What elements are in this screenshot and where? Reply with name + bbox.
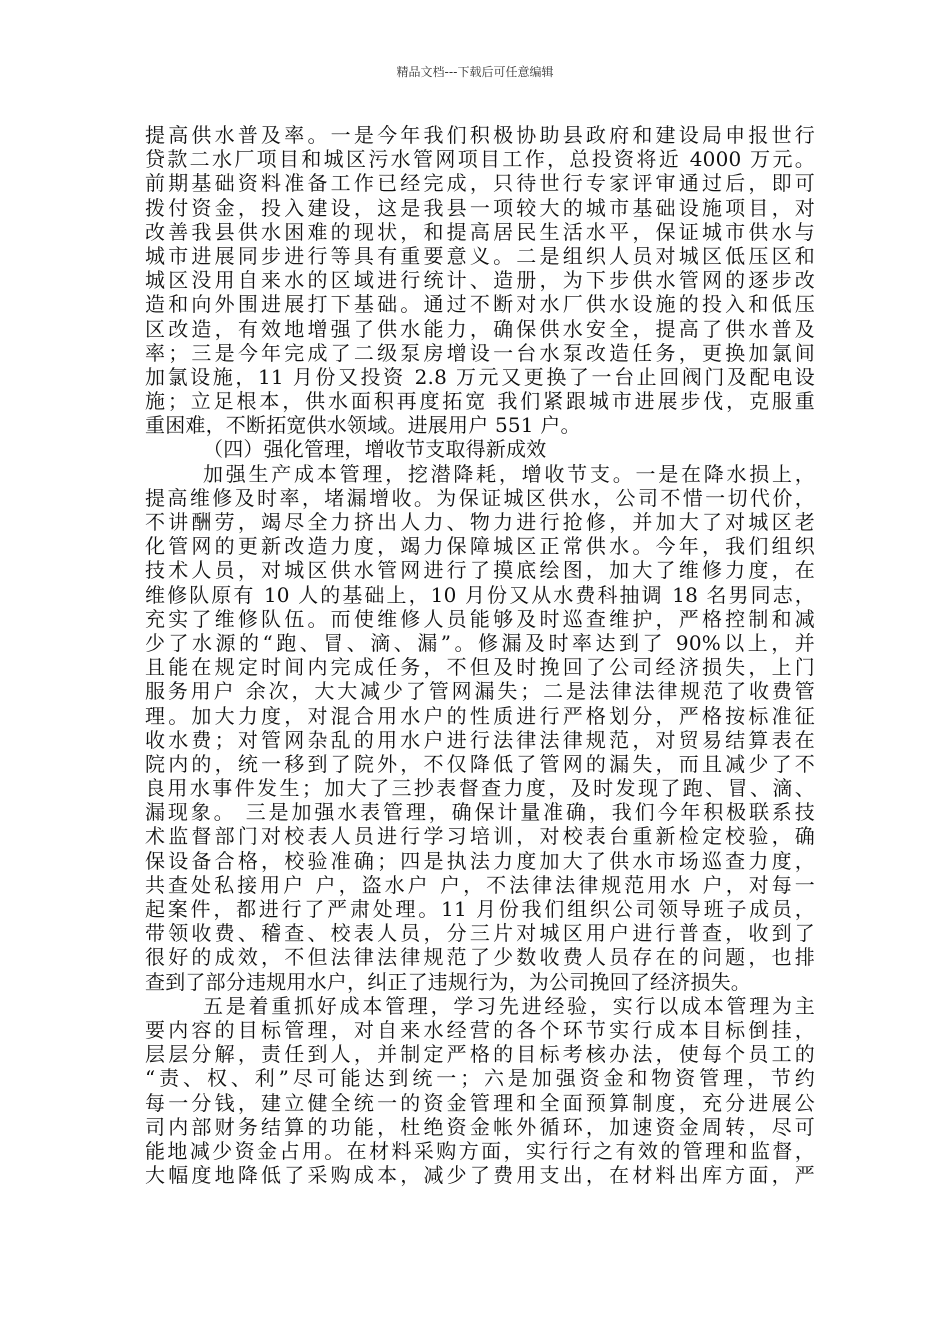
text-line: 要内容的目标管理，对自来水经营的各个环节实行成本目标倒挂， — [145, 1017, 815, 1042]
text-line: 司内部财务结算的功能，杜绝资金帐外循环，加速资金周转，尽可 — [145, 1114, 815, 1139]
text-line: 贷款二水厂项目和城区污水管网项目工作，总投资将近 4000 万元。 — [145, 147, 815, 172]
text-line: 漏现象。 三是加强水表管理，确保计量准确，我们今年积极联系技 — [145, 800, 815, 825]
text-line: 且能在规定时间内完成任务，不但及时挽回了公司经济损失，上门 — [145, 655, 815, 680]
text-line: 拨付资金，投入建设，这是我县一项较大的城市基础设施项目，对 — [145, 195, 815, 220]
text-line: 共查处私接用户 户，盗水户 户，不法律法律规范用水 户，对每一 — [145, 872, 815, 897]
text-line: 理。加大力度，对混合用水户的性质进行严格划分，严格按标准征 — [145, 703, 815, 728]
text-line: 区改造，有效地增强了供水能力，确保供水安全，提高了供水普及 — [145, 316, 815, 341]
text-line: 良用水事件发生；加大了三抄表督查力度，及时发现了跑、冒、滴、 — [145, 776, 815, 801]
text-line: 五是着重抓好成本管理，学习先进经验，实行以成本管理为主 — [203, 993, 815, 1018]
text-line: 维修队原有 10 人的基础上，10 月份又从水费科抽调 18 名男同志， — [145, 582, 815, 607]
text-line: 大幅度地降低了采购成本，减少了费用支出，在材料出库方面，严 — [145, 1163, 815, 1188]
text-line: 起案件，都进行了严肃处理。11 月份我们组织公司领导班子成员， — [145, 897, 815, 921]
text-line: 带领收费、稽查、校表人员，分三片对城区用户进行普查，收到了 — [145, 921, 815, 946]
text-line: 术监督部门对校表人员进行学习培训，对校表台重新检定校验，确 — [145, 824, 815, 849]
text-line: 不讲酬劳，竭尽全力挤出人力、物力进行抢修，并加大了对城区老 — [145, 510, 815, 534]
text-line: 施；立足根本，供水面积再度拓宽 我们紧跟城市进展步伐，克服重 — [145, 389, 815, 414]
text-line: 层层分解，责任到人，并制定严格的目标考核办法，使每个员工的 — [145, 1042, 815, 1067]
text-line: 保设备合格，校验准确；四是执法力度加大了供水市场巡查力度， — [145, 848, 815, 873]
text-line: 每一分钱，建立健全统一的资金管理和全面预算制度，充分进展公 — [145, 1090, 815, 1115]
text-line: 能地减少资金占用。在材料采购方面，实行行之有效的管理和监督， — [145, 1138, 815, 1163]
text-line: “责、权、利”尽可能达到统一；六是加强资金和物资管理，节约 — [145, 1066, 815, 1091]
text-line: 充实了维修队伍。而使维修人员能够及时巡查维护，严格控制和减 — [145, 606, 815, 631]
text-line: 率；三是今年完成了二级泵房增设一台水泵改造任务，更换加氯间 — [145, 340, 815, 365]
text-line: 提高供水普及率。一是今年我们积极协助县政府和建设局申报世行 — [145, 123, 815, 147]
text-line: 服务用户 余次，大大减少了管网漏失；二是法律法律规范了收费管 — [145, 679, 815, 704]
text-line: 造和向外围进展打下基础。通过不断对水厂供水设施的投入和低压 — [145, 292, 815, 317]
page-header: 精品文档---下载后可任意编辑 — [396, 65, 554, 79]
text-line: 提高维修及时率，堵漏增收。为保证城区供水，公司不惜一切代价， — [145, 485, 815, 510]
section-heading: （四）强化管理，增收节支取得新成效 — [203, 437, 547, 462]
text-line: 少了水源的“跑、冒、滴、漏”。修漏及时率达到了 90%以上，并 — [145, 630, 815, 655]
text-line: 很好的成效，不但法律法律规范了少数收费人员存在的问题，也排 — [145, 945, 815, 970]
document-body — [145, 123, 815, 1187]
text-line: 技术人员，对城区供水管网进行了摸底绘图，加大了维修力度，在 — [145, 558, 815, 583]
text-line: 收水费；对管网杂乱的用水户进行法律法律规范，对贸易结算表在 — [145, 727, 815, 752]
text-line: 城市进展同步进行等具有重要意义。二是组织人员对城区低压区和 — [145, 243, 815, 268]
text-line: 化管网的更新改造力度，竭力保障城区正常供水。今年，我们组织 — [145, 534, 815, 559]
text-line: 前期基础资料准备工作已经完成，只待世行专家评审通过后，即可 — [145, 171, 815, 196]
text-line: 城区没用自来水的区域进行统计、造册，为下步供水管网的逐步改 — [145, 268, 815, 293]
text-line: 院内的，统一移到了院外，不仅降低了管网的漏失，而且减少了不 — [145, 751, 815, 776]
text-line: 查到了部分违规用水户，纠正了违规行为，为公司挽回了经济损失。 — [145, 969, 751, 994]
text-line: 重困难，不断拓宽供水领域。进展用户 551 户。 — [145, 413, 581, 438]
text-line: 加强生产成本管理，挖潜降耗，增收节支。一是在降水损上， — [203, 461, 815, 486]
text-line: 加氯设施，11 月份又投资 2.8 万元又更换了一台止回阀门及配电设 — [145, 364, 815, 389]
text-line: 改善我县供水困难的现状，和提高居民生活水平，保证城市供水与 — [145, 219, 815, 244]
